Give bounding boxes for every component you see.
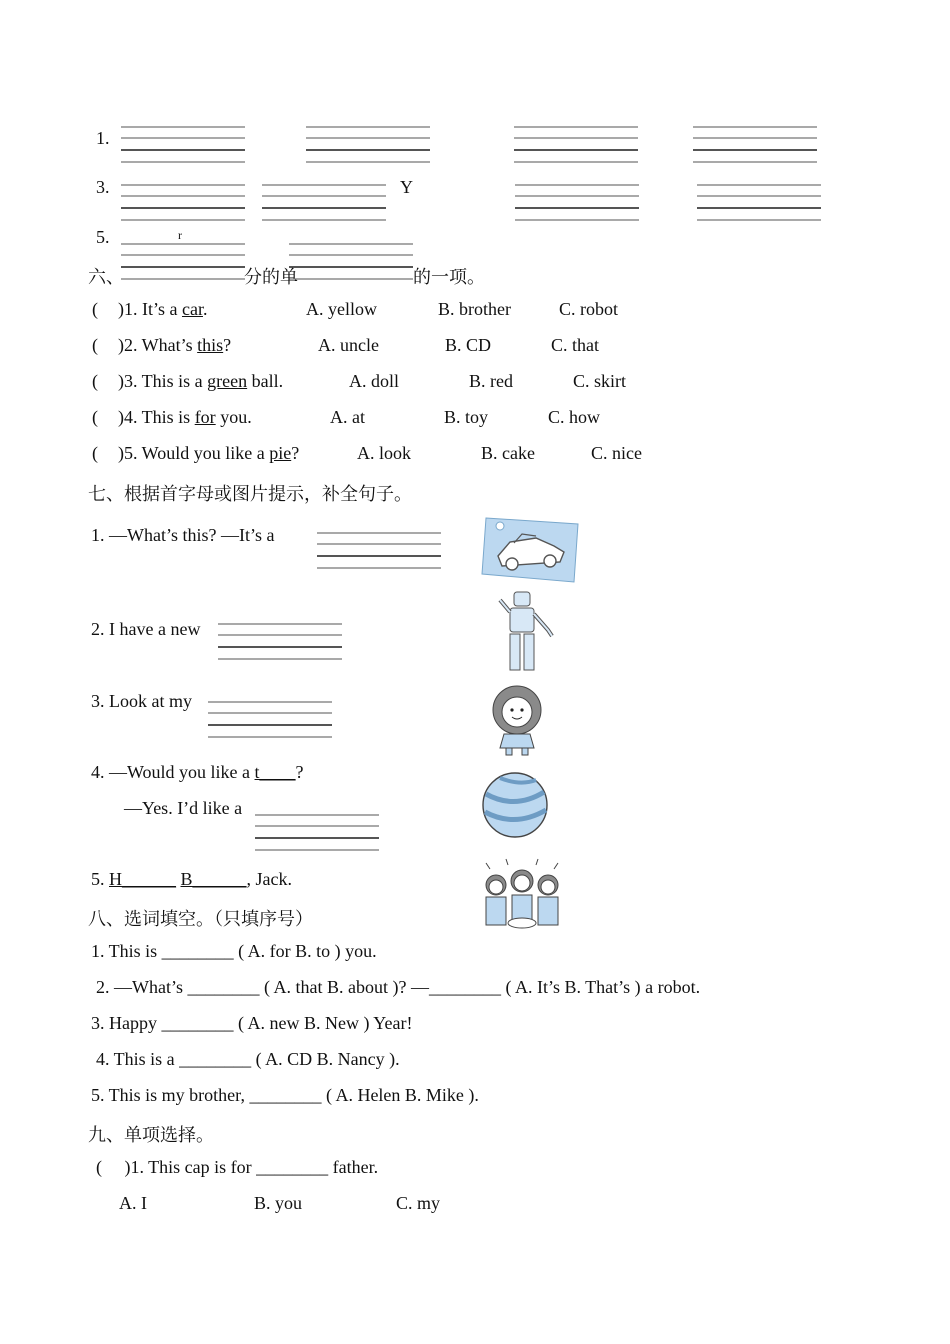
fill-question: 5. This is my brother, ________ ( A. Helen B. Mike ). — [91, 1085, 479, 1105]
writing-lines[interactable] — [121, 126, 245, 164]
option-b: B. brother — [438, 299, 511, 319]
fill-question: 1. This is ________ ( A. for B. to ) you. — [91, 941, 377, 961]
question-text: )2. What’s this? — [118, 335, 232, 355]
option-b: B. CD — [445, 335, 492, 355]
writing-lines[interactable] — [289, 243, 413, 281]
writing-lines[interactable] — [255, 814, 379, 852]
option-a: A. look — [357, 443, 411, 463]
section-six-title-lead: 六、 — [88, 267, 124, 287]
fill-question: 2. —What’s ________ ( A. that B. about )? —________ ( A. It’s B. That’s ) a robot. — [96, 977, 701, 997]
question-text: —Yes. I’d like a — [124, 798, 243, 818]
writing-lines[interactable] — [121, 243, 245, 281]
option-b: B. toy — [444, 407, 489, 427]
option-a: A. doll — [349, 371, 400, 391]
answer-paren[interactable]: ( — [92, 407, 98, 427]
writing-lines[interactable] — [514, 126, 638, 164]
fill-question: 3. Happy ________ ( A. new B. New ) Year! — [91, 1013, 413, 1033]
question-text: )3. This is a green ball. — [118, 371, 284, 391]
birthday-picture — [478, 855, 566, 931]
section-eight-title: 八、选词填空。（只填序号） — [88, 909, 313, 929]
section-nine-title: 九、单项选择。 — [88, 1125, 214, 1145]
row-number: 1. — [96, 128, 110, 148]
question-text: )5. Would you like a pie? — [118, 443, 300, 463]
writing-lines[interactable] — [306, 126, 430, 164]
writing-lines[interactable] — [208, 701, 332, 739]
answer-paren[interactable]: ( — [92, 299, 98, 319]
letter-hint: r — [178, 228, 182, 242]
option-c: C. how — [548, 407, 601, 427]
question-text: 4. —Would you like a t____? — [91, 762, 304, 782]
option-c: C. my — [396, 1193, 441, 1213]
option-c: C. nice — [591, 443, 642, 463]
choice-question: ( )1. This cap is for ________ father. — [96, 1157, 379, 1177]
writing-lines[interactable] — [262, 184, 386, 222]
option-c: C. skirt — [573, 371, 627, 391]
fill-question: 4. This is a ________ ( A. CD B. Nancy ). — [96, 1049, 400, 1069]
question-text: 3. Look at my — [91, 691, 192, 711]
question-text: )4. This is for you. — [118, 407, 252, 427]
question-text: )1. It’s a car. — [118, 299, 208, 319]
row-number: 3. — [96, 177, 110, 197]
option-a: A. I — [119, 1193, 147, 1213]
option-b: B. cake — [481, 443, 535, 463]
section-seven-title: 七、根据首字母或图片提示，补全句子。 — [88, 484, 412, 504]
answer-paren[interactable]: ( — [92, 443, 98, 463]
writing-lines[interactable] — [218, 623, 342, 661]
option-c: C. that — [551, 335, 599, 355]
section-six-title-end: 的一项。 — [413, 267, 485, 287]
writing-lines[interactable] — [317, 532, 441, 570]
question-text: 1. —What’s this? —It’s a — [91, 525, 275, 545]
answer-paren[interactable]: ( — [92, 371, 98, 391]
ball-picture — [480, 770, 550, 840]
robot-picture — [492, 588, 556, 674]
car-picture — [480, 512, 580, 584]
option-b: B. red — [469, 371, 513, 391]
writing-lines[interactable] — [515, 184, 639, 222]
option-c: C. robot — [559, 299, 619, 319]
option-a: A. uncle — [318, 335, 379, 355]
row-number: 5. — [96, 227, 110, 247]
question-text: 5. H______ B______, Jack. — [91, 869, 292, 889]
option-a: A. yellow — [306, 299, 377, 319]
writing-lines[interactable] — [693, 126, 817, 164]
section-six-title-mid: 分的单 — [244, 267, 298, 287]
doll-picture — [488, 682, 546, 756]
option-b: B. you — [254, 1193, 303, 1213]
option-a: A. at — [330, 407, 365, 427]
answer-paren[interactable]: ( — [92, 335, 98, 355]
writing-lines[interactable] — [121, 184, 245, 222]
letter-hint: Y — [400, 177, 413, 197]
question-text: 2. I have a new — [91, 619, 201, 639]
writing-lines[interactable] — [697, 184, 821, 222]
